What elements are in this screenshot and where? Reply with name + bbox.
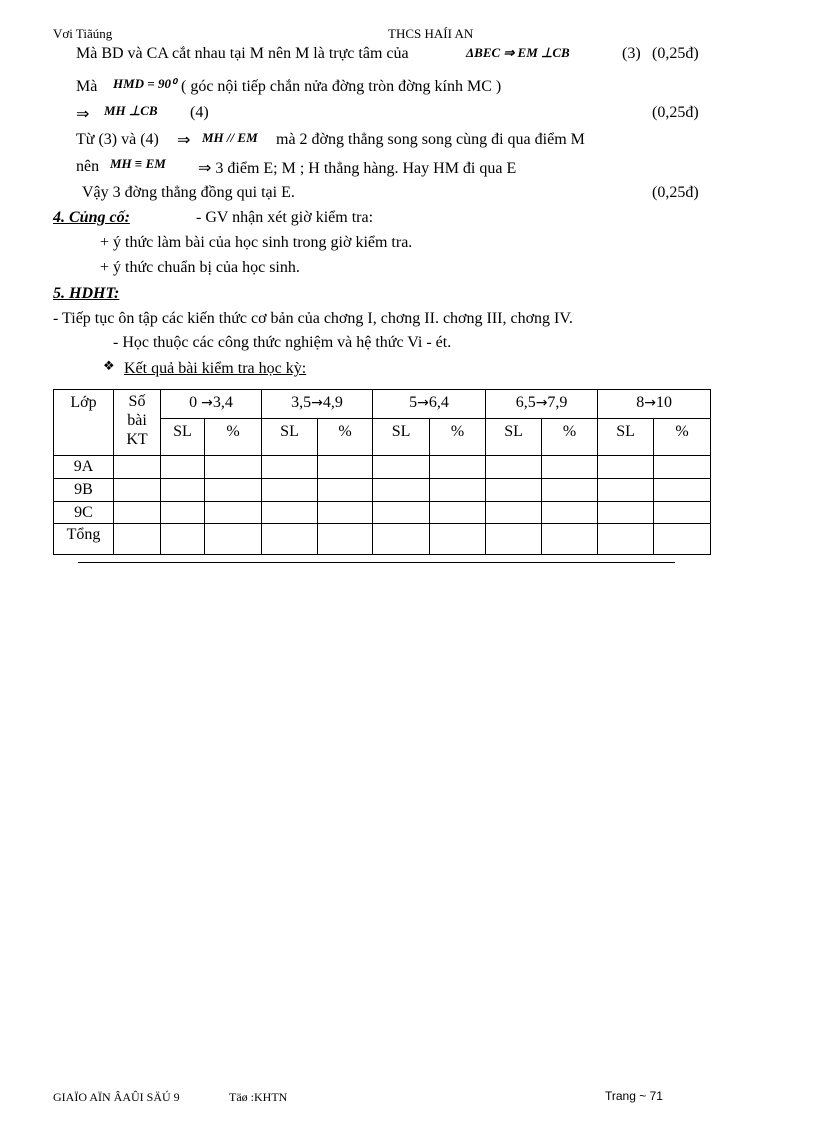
results-table <box>53 389 711 555</box>
line2-b: ( góc nội tiếp chắn nửa đờng tròn đờng kính MC ) <box>181 78 502 95</box>
header-center: THCS HAÍI AN <box>388 26 474 41</box>
line5-a: nên <box>76 158 100 175</box>
row-label: Tổng <box>54 524 114 555</box>
section5-line-a: - Tiếp tục ôn tập các kiến thức cơ bản của chơng I, chơng II. chơng III, chơng IV. <box>53 310 573 327</box>
arrow-right-icon: → <box>417 395 429 411</box>
footer-left: GIAÏO AÏN ÂAÛI SÄÚ 9 <box>53 1090 180 1104</box>
line1-text: Mà BD và CA cắt nhau tại M nên M là trực tâm của <box>76 45 409 62</box>
range-header: 6,5→7,9 <box>486 390 598 419</box>
line4-math: MH // EM <box>202 130 258 145</box>
diamond-bullet-icon: ❖ <box>103 359 115 374</box>
line2-math: HMD = 90⁰ <box>113 76 177 91</box>
arrow-right-icon: → <box>311 395 323 411</box>
section5-line-b: - Học thuộc các công thức nghiệm và hệ thức Vi - ét. <box>113 334 452 351</box>
sl-header: SL <box>598 419 654 456</box>
footer-page-number: Trang ~ 71 <box>605 1089 663 1103</box>
sl-header: SL <box>262 419 318 456</box>
section4-line-a: - GV nhận xét giờ kiểm tra: <box>196 209 374 226</box>
line3-math: MH ⊥CB <box>104 103 158 118</box>
line4-b: mà 2 đờng thẳng song song cùng đi qua điểm M <box>276 131 585 148</box>
table-row <box>54 456 711 479</box>
pct-header: % <box>542 419 598 456</box>
row-label: 9B <box>54 479 114 502</box>
header-lop: Lớp <box>54 390 114 456</box>
line1-num: (3) <box>622 45 641 62</box>
arrow-right-icon: → <box>535 395 548 411</box>
line4-a: Từ (3) và (4) <box>76 131 159 148</box>
table-row <box>54 479 711 502</box>
line1-math: ΔBEC ⇒ EM ⊥CB <box>466 45 570 60</box>
table-row <box>54 502 711 524</box>
divider-line <box>78 562 675 563</box>
arrow-right-icon: → <box>644 395 656 411</box>
row-label: 9C <box>54 502 114 524</box>
line1-score: (0,25đ) <box>652 45 699 62</box>
section5-title: 5. HDHT: <box>53 285 120 302</box>
section5-line-c: Kết quả bài kiểm tra học kỳ: <box>124 360 307 377</box>
range-header: 5→6,4 <box>373 390 486 419</box>
sl-header: SL <box>373 419 430 456</box>
section4-line-c: + ý thức chuẩn bị của học sinh. <box>100 259 300 276</box>
range-header: 0 →3,4 <box>161 390 262 419</box>
range-header: 3,5→4,9 <box>262 390 373 419</box>
pct-header: % <box>318 419 373 456</box>
pct-header: % <box>654 419 711 456</box>
sl-header: SL <box>161 419 205 456</box>
line3-arrow: ⇒ <box>76 106 90 123</box>
arrow-right-icon: → <box>201 395 213 411</box>
line5-math: MH ≡ EM <box>110 156 166 171</box>
pct-header: % <box>430 419 486 456</box>
range-header: 8→10 <box>598 390 711 419</box>
line6-score: (0,25đ) <box>652 184 699 201</box>
row-label: 9A <box>54 456 114 479</box>
header-left: Vơi Tiãúng <box>53 26 113 41</box>
line6-a: Vậy 3 đờng thẳng đồng qui tại E. <box>82 184 295 201</box>
header-so-bai-kt: Số bài KT <box>114 390 161 456</box>
footer-center: Täø :KHTN <box>229 1090 288 1104</box>
line3-num: (4) <box>190 104 209 121</box>
line4-arrow: ⇒ <box>177 132 191 149</box>
line2-a: Mà <box>76 78 98 95</box>
section4-title: 4. Củng cố: <box>53 209 130 226</box>
table-row <box>54 524 711 555</box>
pct-header: % <box>205 419 262 456</box>
line5-b: ⇒ 3 điểm E; M ; H thẳng hàng. Hay HM đi qua E <box>198 160 517 177</box>
sl-header: SL <box>486 419 542 456</box>
line3-score: (0,25đ) <box>652 104 699 121</box>
section4-line-b: + ý thức làm bài của học sinh trong giờ kiểm tra. <box>100 234 413 251</box>
